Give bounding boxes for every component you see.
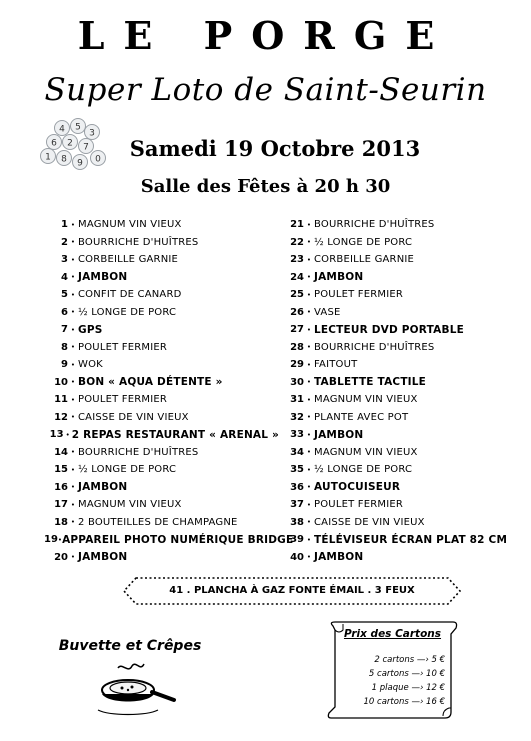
bullet-separator: • [70, 343, 76, 352]
bullet-separator: • [306, 378, 312, 387]
svg-text:2: 2 [67, 138, 73, 149]
prize-label: POULET FERMIER [314, 289, 404, 301]
prize-row [44, 514, 279, 532]
prize-label: TÉLÉVISEUR ÉCRAN PLAT 82 CM [314, 533, 508, 546]
prize-number: 39 [290, 534, 304, 546]
bullet-separator: • [306, 553, 312, 562]
prize-label: WOK [78, 359, 103, 371]
bullet-separator: • [306, 483, 312, 492]
prize-label: BOURRICHE D'HUÎTRES [78, 446, 199, 458]
svg-text:7: 7 [83, 142, 89, 153]
lottery-balls-icon [40, 118, 116, 182]
prize-label: MAGNUM VIN VIEUX [78, 499, 182, 511]
lottery-ball [91, 151, 106, 166]
event-subtitle: Super Loto de Saint-Seurin [44, 72, 487, 108]
carton-price-line: 2 cartons —› 5 € [374, 655, 445, 665]
prize-label: APPAREIL PHOTO NUMÉRIQUE BRIDGE [62, 533, 294, 546]
prize-label: CAISSE DE VIN VIEUX [78, 411, 189, 423]
bullet-separator: • [70, 290, 76, 299]
prize-number: 6 [61, 306, 68, 318]
prize-list-left [44, 216, 294, 566]
prize-label: ½ LONGE DE PORC [314, 236, 413, 248]
prize-label: BOURRICHE D'HUÎTRES [314, 341, 435, 353]
carton-price-line: 5 cartons —› 10 € [368, 669, 445, 679]
prize-number: 31 [290, 394, 304, 406]
bullet-separator: • [70, 518, 76, 527]
bullet-separator: • [306, 273, 312, 282]
prize-number: 33 [290, 429, 304, 441]
prize-number: 4 [61, 271, 68, 283]
svg-text:4: 4 [59, 124, 65, 135]
prize-row [44, 426, 279, 444]
prize-row [44, 409, 279, 427]
bullet-separator: • [306, 535, 312, 544]
prize-label: BON « AQUA DÉTENTE » [78, 376, 223, 389]
prize-label: JAMBON [314, 271, 364, 284]
prize-number: 35 [290, 464, 304, 476]
prize-row [280, 461, 515, 479]
prize-label: JAMBON [314, 551, 364, 564]
prize-label: CORBEILLE GARNIE [78, 254, 179, 266]
prize-label: VASE [314, 306, 341, 318]
prize-number: 40 [290, 551, 304, 563]
prize-label: JAMBON [78, 271, 128, 284]
prize-number: 24 [290, 271, 304, 283]
prize-number: 21 [290, 219, 304, 231]
prize-row [44, 286, 279, 304]
prize-row [44, 444, 279, 462]
svg-text:6: 6 [51, 138, 57, 149]
prize-number: 2 [61, 236, 68, 248]
bullet-separator: • [306, 518, 312, 527]
prize-row [280, 444, 515, 462]
prize-number: 19 [44, 534, 58, 546]
bullet-separator: • [70, 553, 76, 562]
prize-number: 8 [61, 341, 68, 353]
prize-label: MAGNUM VIN VIEUX [314, 394, 418, 406]
lottery-ball [63, 135, 78, 150]
prize-number: 26 [290, 306, 304, 318]
bullet-separator: • [70, 273, 76, 282]
crepe-pan-icon [88, 660, 178, 720]
prize-label: CAISSE DE VIN VIEUX [314, 516, 425, 528]
prize-label: CORBEILLE GARNIE [314, 254, 415, 266]
prize-row [280, 531, 515, 549]
prize-number: 34 [290, 446, 304, 458]
bullet-separator: • [70, 448, 76, 457]
bullet-separator: • [306, 325, 312, 334]
svg-text:3: 3 [89, 128, 95, 139]
bullet-separator: • [70, 255, 76, 264]
prize-number: 22 [290, 236, 304, 248]
prize-row [280, 304, 515, 322]
prize-number: 27 [290, 324, 304, 336]
carton-price-line: 10 cartons —› 16 € [363, 697, 445, 707]
prize-number: 9 [61, 359, 68, 371]
prize-number: 29 [290, 359, 304, 371]
prize-number: 32 [290, 411, 304, 423]
bullet-separator: • [70, 220, 76, 229]
event-date: Samedi 19 Octobre 2013 [129, 136, 421, 161]
prize-number: 5 [61, 289, 68, 301]
carton-price-line: 1 plaque —› 12 € [371, 683, 445, 693]
prize-row [44, 251, 279, 269]
prize-number: 20 [54, 551, 68, 563]
prize-row [280, 251, 515, 269]
prize-number: 16 [54, 481, 68, 493]
bullet-separator: • [306, 465, 312, 474]
prize-number: 3 [61, 254, 68, 266]
lottery-ball [85, 125, 100, 140]
prize-row [44, 339, 279, 357]
prize-row [280, 321, 515, 339]
prize-row [280, 479, 515, 497]
prize-number: 36 [290, 481, 304, 493]
svg-text:8: 8 [61, 154, 67, 165]
prize-row [44, 304, 279, 322]
svg-text:1: 1 [45, 152, 51, 163]
bullet-separator: • [70, 500, 76, 509]
bullet-separator: • [70, 395, 76, 404]
prize-number: 14 [54, 446, 68, 458]
prize-row [280, 549, 515, 567]
bullet-separator: • [306, 308, 312, 317]
svg-text:5: 5 [75, 122, 81, 133]
bullet-separator: • [306, 290, 312, 299]
bullet-separator: • [70, 483, 76, 492]
prize-row [280, 356, 515, 374]
lottery-ball [79, 139, 94, 154]
bullet-separator: • [70, 465, 76, 474]
prize-label: BOURRICHE D'HUÎTRES [314, 219, 435, 231]
prize-row [280, 391, 515, 409]
prize-row [44, 234, 279, 252]
prize-number: 11 [54, 394, 68, 406]
prize-row [280, 426, 515, 444]
bullet-separator: • [306, 360, 312, 369]
bullet-separator: • [70, 308, 76, 317]
prize-label: MAGNUM VIN VIEUX [78, 219, 182, 231]
bullet-separator: • [57, 535, 63, 544]
prize-label: MAGNUM VIN VIEUX [314, 446, 418, 458]
prize-label: LECTEUR DVD PORTABLE [314, 323, 464, 336]
bullet-separator: • [306, 448, 312, 457]
prize-row [280, 286, 515, 304]
svg-text:0: 0 [95, 154, 101, 165]
prize-label: JAMBON [78, 551, 128, 564]
lottery-ball [57, 151, 72, 166]
prize-label: JAMBON [314, 428, 364, 441]
prize-label: ½ LONGE DE PORC [78, 464, 177, 476]
bullet-separator: • [70, 325, 76, 334]
prize-number: 38 [290, 516, 304, 528]
bullet-separator: • [70, 238, 76, 247]
prize-number: 23 [290, 254, 304, 266]
page-title: LE PORGE [77, 13, 454, 58]
prize-number: 7 [61, 324, 68, 336]
bullet-separator: • [70, 413, 76, 422]
prize-label: AUTOCUISEUR [314, 481, 401, 494]
prize-number: 15 [54, 464, 68, 476]
prize-label: ½ LONGE DE PORC [314, 464, 413, 476]
special-prize: 41 . PLANCHA À GAZ FONTE ÉMAIL . 3 FEUX [169, 585, 415, 596]
prize-label: BOURRICHE D'HUÎTRES [78, 236, 199, 248]
prize-label: JAMBON [78, 481, 128, 494]
prize-number: 25 [290, 289, 304, 301]
lottery-ball [47, 135, 62, 150]
prize-row [44, 356, 279, 374]
bullet-separator: • [306, 255, 312, 264]
lottery-ball [73, 155, 88, 170]
prize-number: 30 [290, 376, 304, 388]
prize-label: GPS [78, 323, 103, 336]
prize-row [44, 461, 279, 479]
prize-row [280, 514, 515, 532]
prize-row [44, 374, 279, 392]
svg-text:9: 9 [77, 158, 83, 169]
prize-row [44, 479, 279, 497]
bullet-separator: • [306, 413, 312, 422]
bullet-separator: • [70, 360, 76, 369]
prize-row [44, 496, 279, 514]
prize-number: 37 [290, 499, 304, 511]
prize-number: 1 [61, 219, 68, 231]
buvette-label: Buvette et Crêpes [58, 638, 202, 654]
prize-row [44, 216, 279, 234]
prize-row [280, 496, 515, 514]
prize-label: POULET FERMIER [78, 394, 168, 406]
prize-label: ½ LONGE DE PORC [78, 306, 177, 318]
bullet-separator: • [306, 238, 312, 247]
prize-number: 18 [54, 516, 68, 528]
prize-label: 2 BOUTEILLES DE CHAMPAGNE [78, 516, 238, 528]
event-venue: Salle des Fêtes à 20 h 30 [140, 176, 391, 197]
lottery-ball [41, 149, 56, 164]
prize-number: 28 [290, 341, 304, 353]
prize-label: CONFIT DE CANARD [78, 289, 182, 301]
prize-label: POULET FERMIER [78, 341, 168, 353]
prize-number: 17 [54, 499, 68, 511]
prize-list-right [280, 216, 515, 566]
prize-row [44, 531, 294, 549]
prize-row [280, 339, 515, 357]
prize-row [44, 391, 279, 409]
prize-number: 10 [54, 376, 68, 388]
prize-row [280, 374, 515, 392]
prize-row [44, 321, 279, 339]
lottery-ball [55, 121, 70, 136]
prize-label: 2 REPAS RESTAURANT « ARENAL » [71, 428, 279, 441]
cartons-title: Prix des Cartons [343, 628, 442, 640]
prize-row [44, 549, 279, 567]
bullet-separator: • [306, 343, 312, 352]
prize-row [280, 234, 515, 252]
prize-row [280, 269, 515, 287]
prize-row [280, 216, 515, 234]
lottery-ball [71, 119, 86, 134]
prize-row [280, 409, 515, 427]
prize-row [44, 269, 279, 287]
prize-label: TABLETTE TACTILE [314, 376, 427, 389]
prize-label: PLANTE AVEC POT [314, 411, 409, 423]
bullet-separator: • [306, 500, 312, 509]
prize-label: FAITOUT [314, 359, 358, 371]
bullet-separator: • [306, 395, 312, 404]
bullet-separator: • [306, 220, 312, 229]
prize-number: 13 [49, 429, 64, 441]
prize-label: POULET FERMIER [314, 499, 404, 511]
bullet-separator: • [306, 430, 312, 439]
bullet-separator: • [65, 430, 70, 439]
bullet-separator: • [70, 378, 76, 387]
prize-number: 12 [54, 411, 68, 423]
